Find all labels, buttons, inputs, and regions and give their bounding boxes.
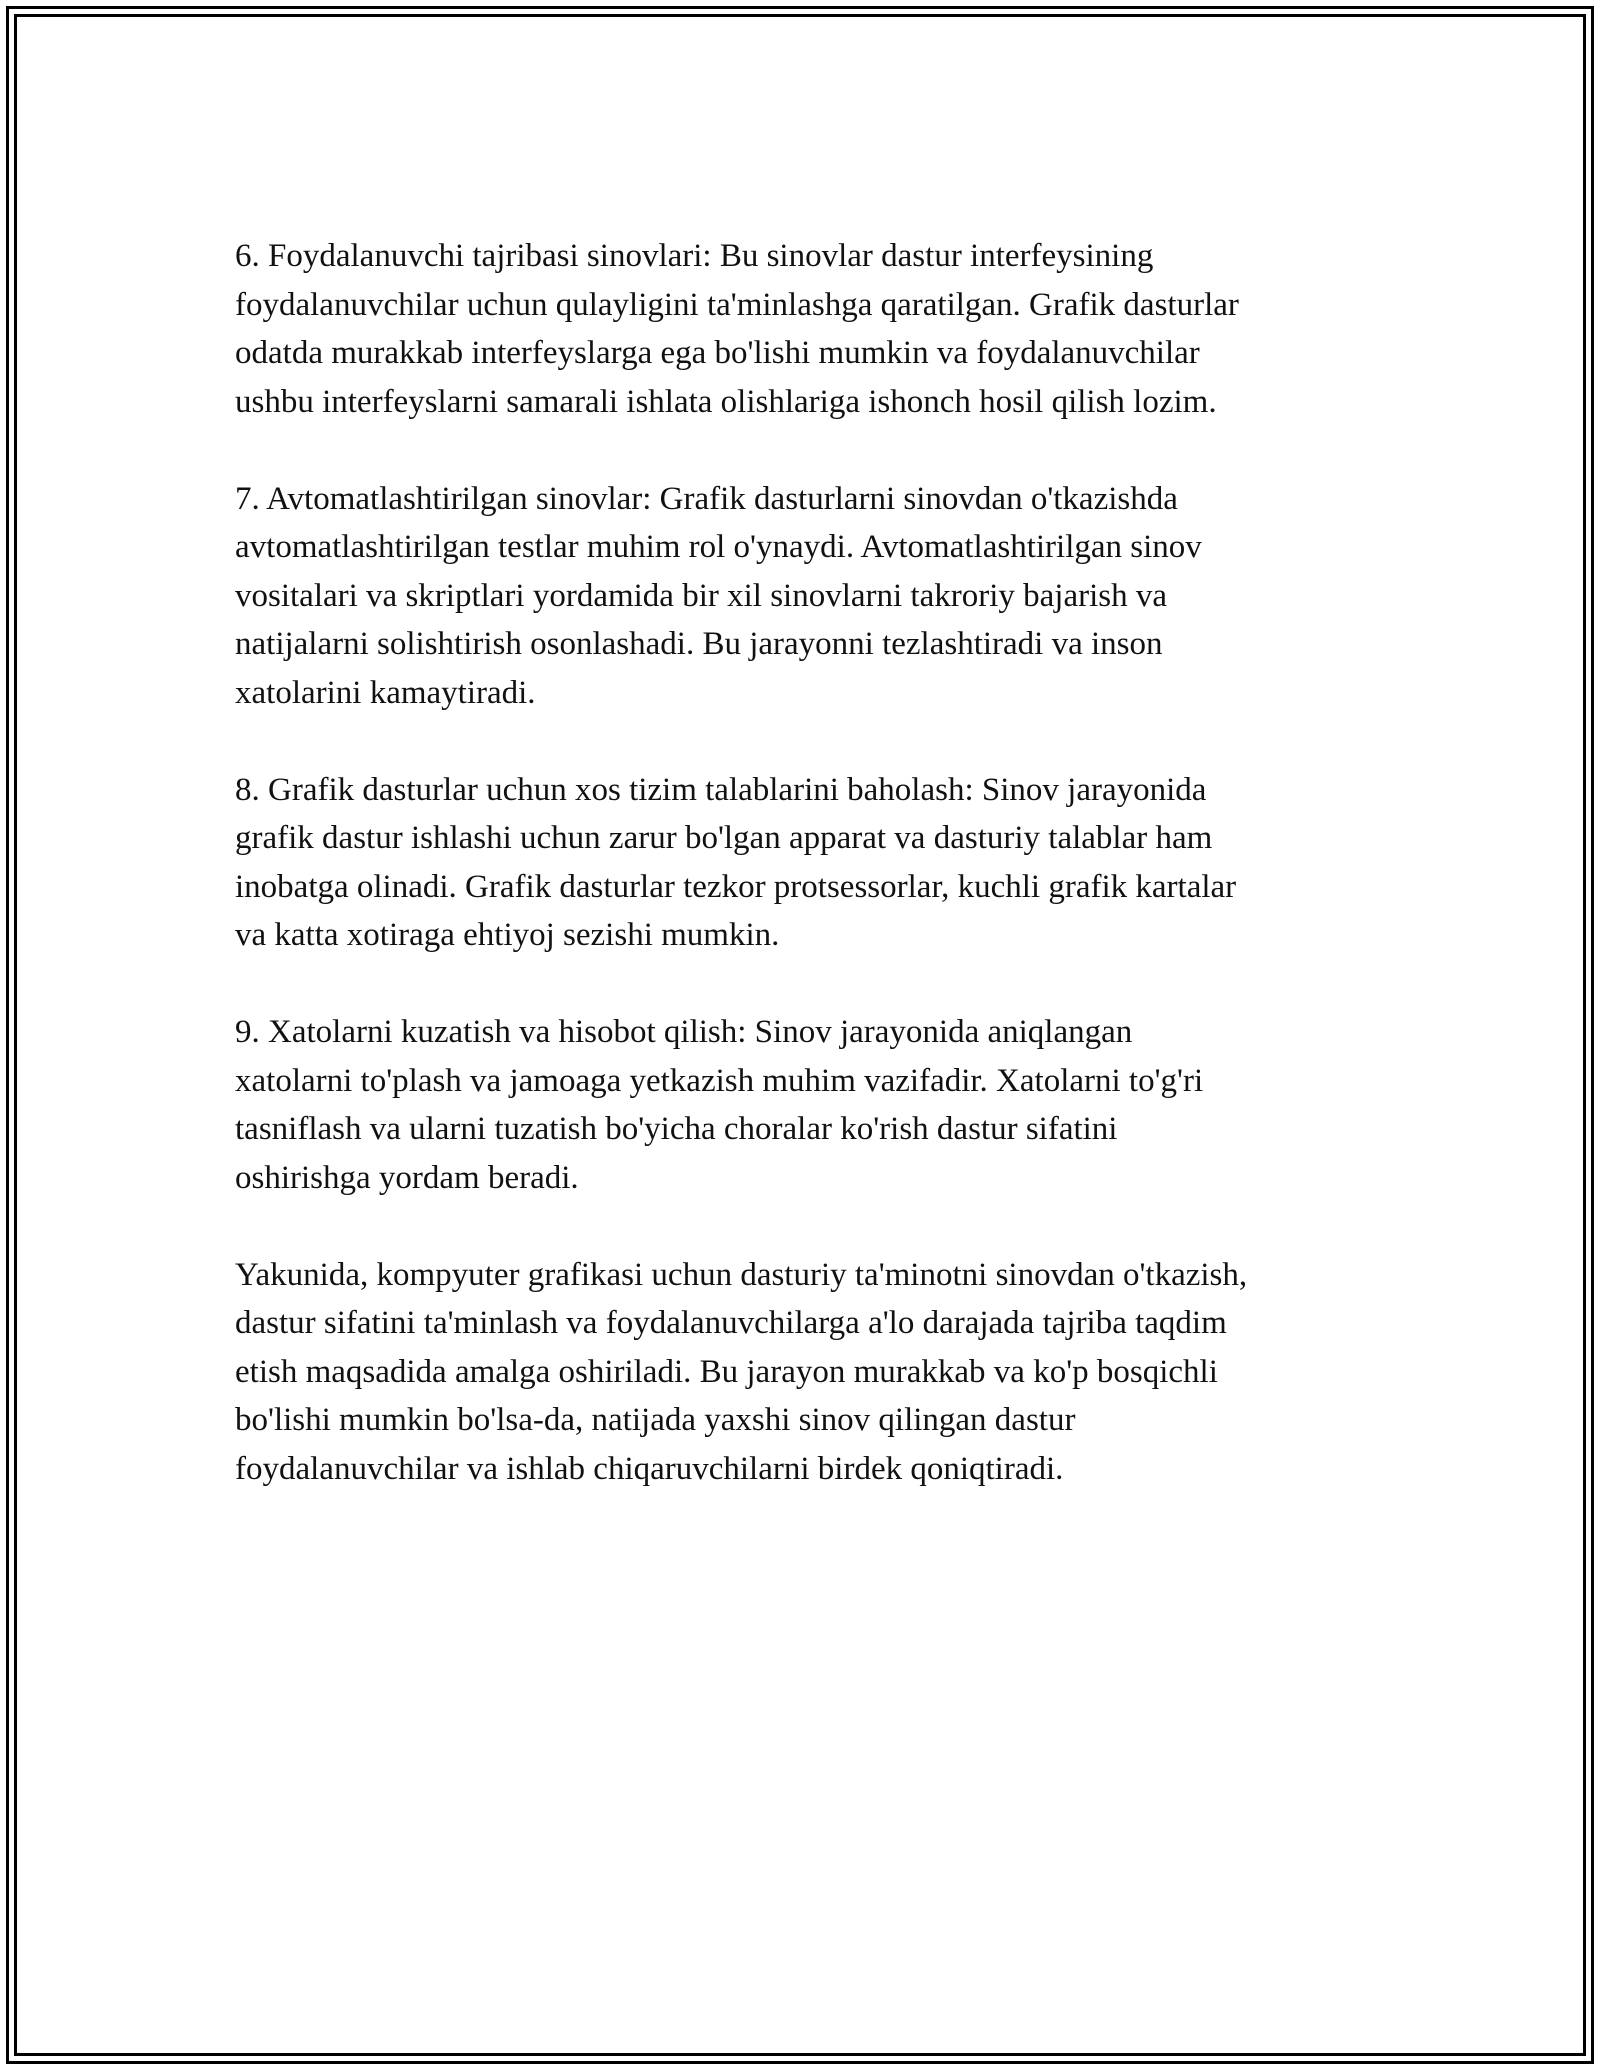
paragraph-system-requirements: 8. Grafik dasturlar uchun xos tizim talablarini baholash: Sinov jarayonida grafik dastur ishlashi uchun zarur bo'lgan apparat va dasturiy talablar ham inobatga olinadi. Grafik dasturlar tezkor protsessorlar, kuchli grafik kartalar va katta xotiraga ehtiyoj sezishi mumkin. bbox=[235, 771, 1237, 953]
paragraph-bug-tracking: 9. Xatolarni kuzatish va hisobot qilish: Sinov jarayonida aniqlangan xatolarni to'plash va jamoaga yetkazish muhim vazifadir. Xatolarni to'g'ri tasniflash va ularni tuzatish bo'yicha choralar ko'rish dastur sifatini oshirishga yordam beradi. bbox=[235, 1014, 1204, 1196]
document-body bbox=[235, 232, 1385, 1542]
paragraph-user-experience-tests: 6. Foydalanuvchi tajribasi sinovlari: Bu sinovlar dastur interfeysining foydalanuvchilar uchun qulayligini ta'minlashga qaratilgan. Grafik dasturlar odatda murakkab interfeyslarga ega bo'lishi mumkin va foydalanuvchilar ushbu interfeyslarni samarali ishlata olishlariga ishonch hosil qilish lozim. bbox=[235, 238, 1239, 420]
paragraph-automated-tests: 7. Avtomatlashtirilgan sinovlar: Grafik dasturlarni sinovdan o'tkazishda avtomatlashtirilgan testlar muhim rol o'ynaydi. Avtomatlashtirilgan sinov vositalari va skriptlari yordamida bir xil sinovlarni takroriy bajarish va natijalarni solishtirish osonlashadi. Bu jarayonni tezlashtiradi va inson xatolarini kamaytiradi. bbox=[235, 480, 1202, 711]
paragraph-conclusion: Yakunida, kompyuter grafikasi uchun dasturiy ta'minotni sinovdan o'tkazish, dastur sifatini ta'minlash va foydalanuvchilarga a'lo darajada tajriba taqdim etish maqsadida amalga oshiriladi. Bu jarayon murakkab va ko'p bosqichli bo'lishi mumkin bo'lsa-da, natijada yaxshi sinov qilingan dastur foydalanuvchilar va ishlab chiqaruvchilarni birdek qoniqtiradi. bbox=[235, 1256, 1248, 1487]
